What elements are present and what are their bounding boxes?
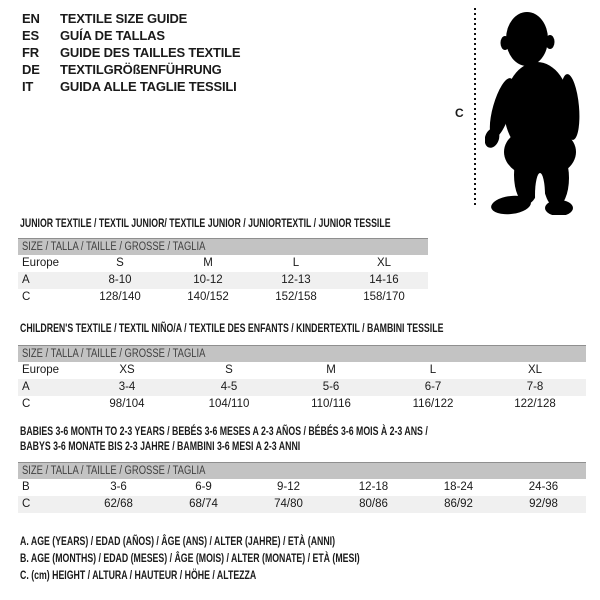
children-table	[18, 345, 586, 413]
table-row	[18, 496, 586, 513]
cell: 152/158	[275, 291, 317, 303]
table-row	[18, 272, 428, 289]
language-label: GUIDA ALLE TAGLIE TESSILI	[60, 79, 237, 94]
cell: 98/104	[109, 398, 145, 410]
table-row	[18, 479, 586, 496]
footnote-b: B. AGE (MONTHS) / EDAD (MESES) / ÂGE (MOIS) / ALTER (MONATE) / ETÀ (MESI)	[20, 551, 360, 565]
size-header-text: SIZE / TALLA / TAILLE / GRÖSSE / TAGLIA	[22, 465, 206, 477]
cell: 7-8	[526, 381, 544, 393]
cell: XS	[119, 364, 135, 376]
table-row	[18, 362, 586, 379]
cell: M	[326, 364, 336, 376]
row-label: C	[22, 398, 31, 410]
language-label: GUÍA DE TALLAS	[60, 28, 165, 43]
babies-title-line2: BABYS 3-6 MONATE BIS 2-3 JAHRE / BAMBINI 3-6 MESI A 2-3 ANNI	[20, 439, 301, 453]
junior-size-header-bar	[18, 238, 428, 255]
row-label: A	[22, 274, 30, 286]
cell: 10-12	[193, 274, 223, 286]
cell: 62/68	[104, 498, 133, 510]
cell: 92/98	[529, 498, 558, 510]
cell: 18-24	[443, 481, 474, 493]
children-size-header-bar	[18, 345, 586, 362]
cell: 6-9	[195, 481, 212, 493]
cell: L	[292, 257, 300, 269]
cell: 122/128	[514, 398, 556, 410]
cell: 4-5	[220, 381, 238, 393]
cell: 5-6	[322, 381, 340, 393]
language-list	[22, 10, 240, 95]
height-c-label: C	[455, 106, 464, 120]
language-row-en	[22, 10, 240, 27]
size-header-text: SIZE / TALLA / TAILLE / GRÖSSE / TAGLIA	[22, 241, 206, 253]
babies-table-title	[20, 424, 428, 454]
row-label: B	[22, 481, 30, 493]
cell: 6-7	[424, 381, 442, 393]
cell: 104/110	[208, 398, 250, 410]
cell: 80/86	[359, 498, 388, 510]
row-label: Europe	[22, 257, 60, 269]
language-label: TEXTILGRÖßENFÜHRUNG	[60, 62, 222, 77]
cell: 68/74	[189, 498, 218, 510]
junior-table	[18, 238, 428, 306]
language-row-it	[22, 78, 240, 95]
cell: 3-4	[118, 381, 136, 393]
row-label: C	[22, 498, 31, 510]
language-label: TEXTILE SIZE GUIDE	[60, 11, 188, 26]
language-code: EN	[22, 11, 40, 26]
cell: 12-13	[281, 274, 311, 286]
height-dotted-line	[474, 8, 476, 207]
cell: 116/122	[412, 398, 454, 410]
baby-silhouette-icon	[485, 5, 600, 215]
language-code: ES	[22, 28, 39, 43]
cell: 8-10	[108, 274, 132, 286]
babies-size-header-bar	[18, 462, 586, 479]
language-row-de	[22, 61, 240, 78]
language-code: DE	[22, 62, 40, 77]
cell: 24-36	[528, 481, 559, 493]
row-label: Europe	[22, 364, 60, 376]
table-row	[18, 255, 428, 272]
junior-table-title: JUNIOR TEXTILE / TEXTIL JUNIOR/ TEXTILE JUNIOR / JUNIORTEXTIL / JUNIOR TESSILE	[20, 216, 391, 230]
footnotes	[20, 533, 485, 584]
children-table-title: CHILDREN'S TEXTILE / TEXTIL NIÑO/A / TEXTILE DES ENFANTS / KINDERTEXTIL / BAMBINI TESSILE	[20, 321, 444, 335]
babies-table	[18, 462, 586, 513]
size-header-text: SIZE / TALLA / TAILLE / GRÖSSE / TAGLIA	[22, 348, 206, 360]
cell: L	[429, 364, 437, 376]
cell: S	[116, 257, 124, 269]
cell: 128/140	[99, 291, 141, 303]
cell: S	[225, 364, 233, 376]
cell: 110/116	[311, 398, 351, 410]
cell: 158/170	[363, 291, 405, 303]
language-code: FR	[22, 45, 39, 60]
language-row-fr	[22, 44, 240, 61]
cell: 14-16	[369, 274, 399, 286]
table-row	[18, 396, 586, 413]
footnote-c: C. (cm) HEIGHT / ALTURA / HAUTEUR / HÖHE / ALTEZZA	[20, 568, 257, 582]
babies-title-line1: BABIES 3-6 MONTH TO 2-3 YEARS / BEBÉS 3-6 MESES A 2-3 AÑOS / BÉBÉS 3-6 MOIS À 2-3 ANS /	[20, 424, 428, 438]
table-row	[18, 289, 428, 306]
cell: XL	[527, 364, 543, 376]
row-label: C	[22, 291, 31, 303]
cell: 12-18	[358, 481, 389, 493]
row-label: A	[22, 381, 30, 393]
cell: XL	[376, 257, 392, 269]
language-row-es	[22, 27, 240, 44]
cell: 86/92	[444, 498, 473, 510]
footnote-a: A. AGE (YEARS) / EDAD (AÑOS) / ÂGE (ANS) / ALTER (JAHRE) / ETÀ (ANNI)	[20, 534, 336, 548]
language-code: IT	[22, 79, 34, 94]
table-row	[18, 379, 586, 396]
cell: 140/152	[187, 291, 229, 303]
cell: M	[203, 257, 213, 269]
cell: 3-6	[110, 481, 127, 493]
cell: 74/80	[274, 498, 303, 510]
language-label: GUIDE DES TAILLES TEXTILE	[60, 45, 241, 60]
cell: 9-12	[276, 481, 301, 493]
